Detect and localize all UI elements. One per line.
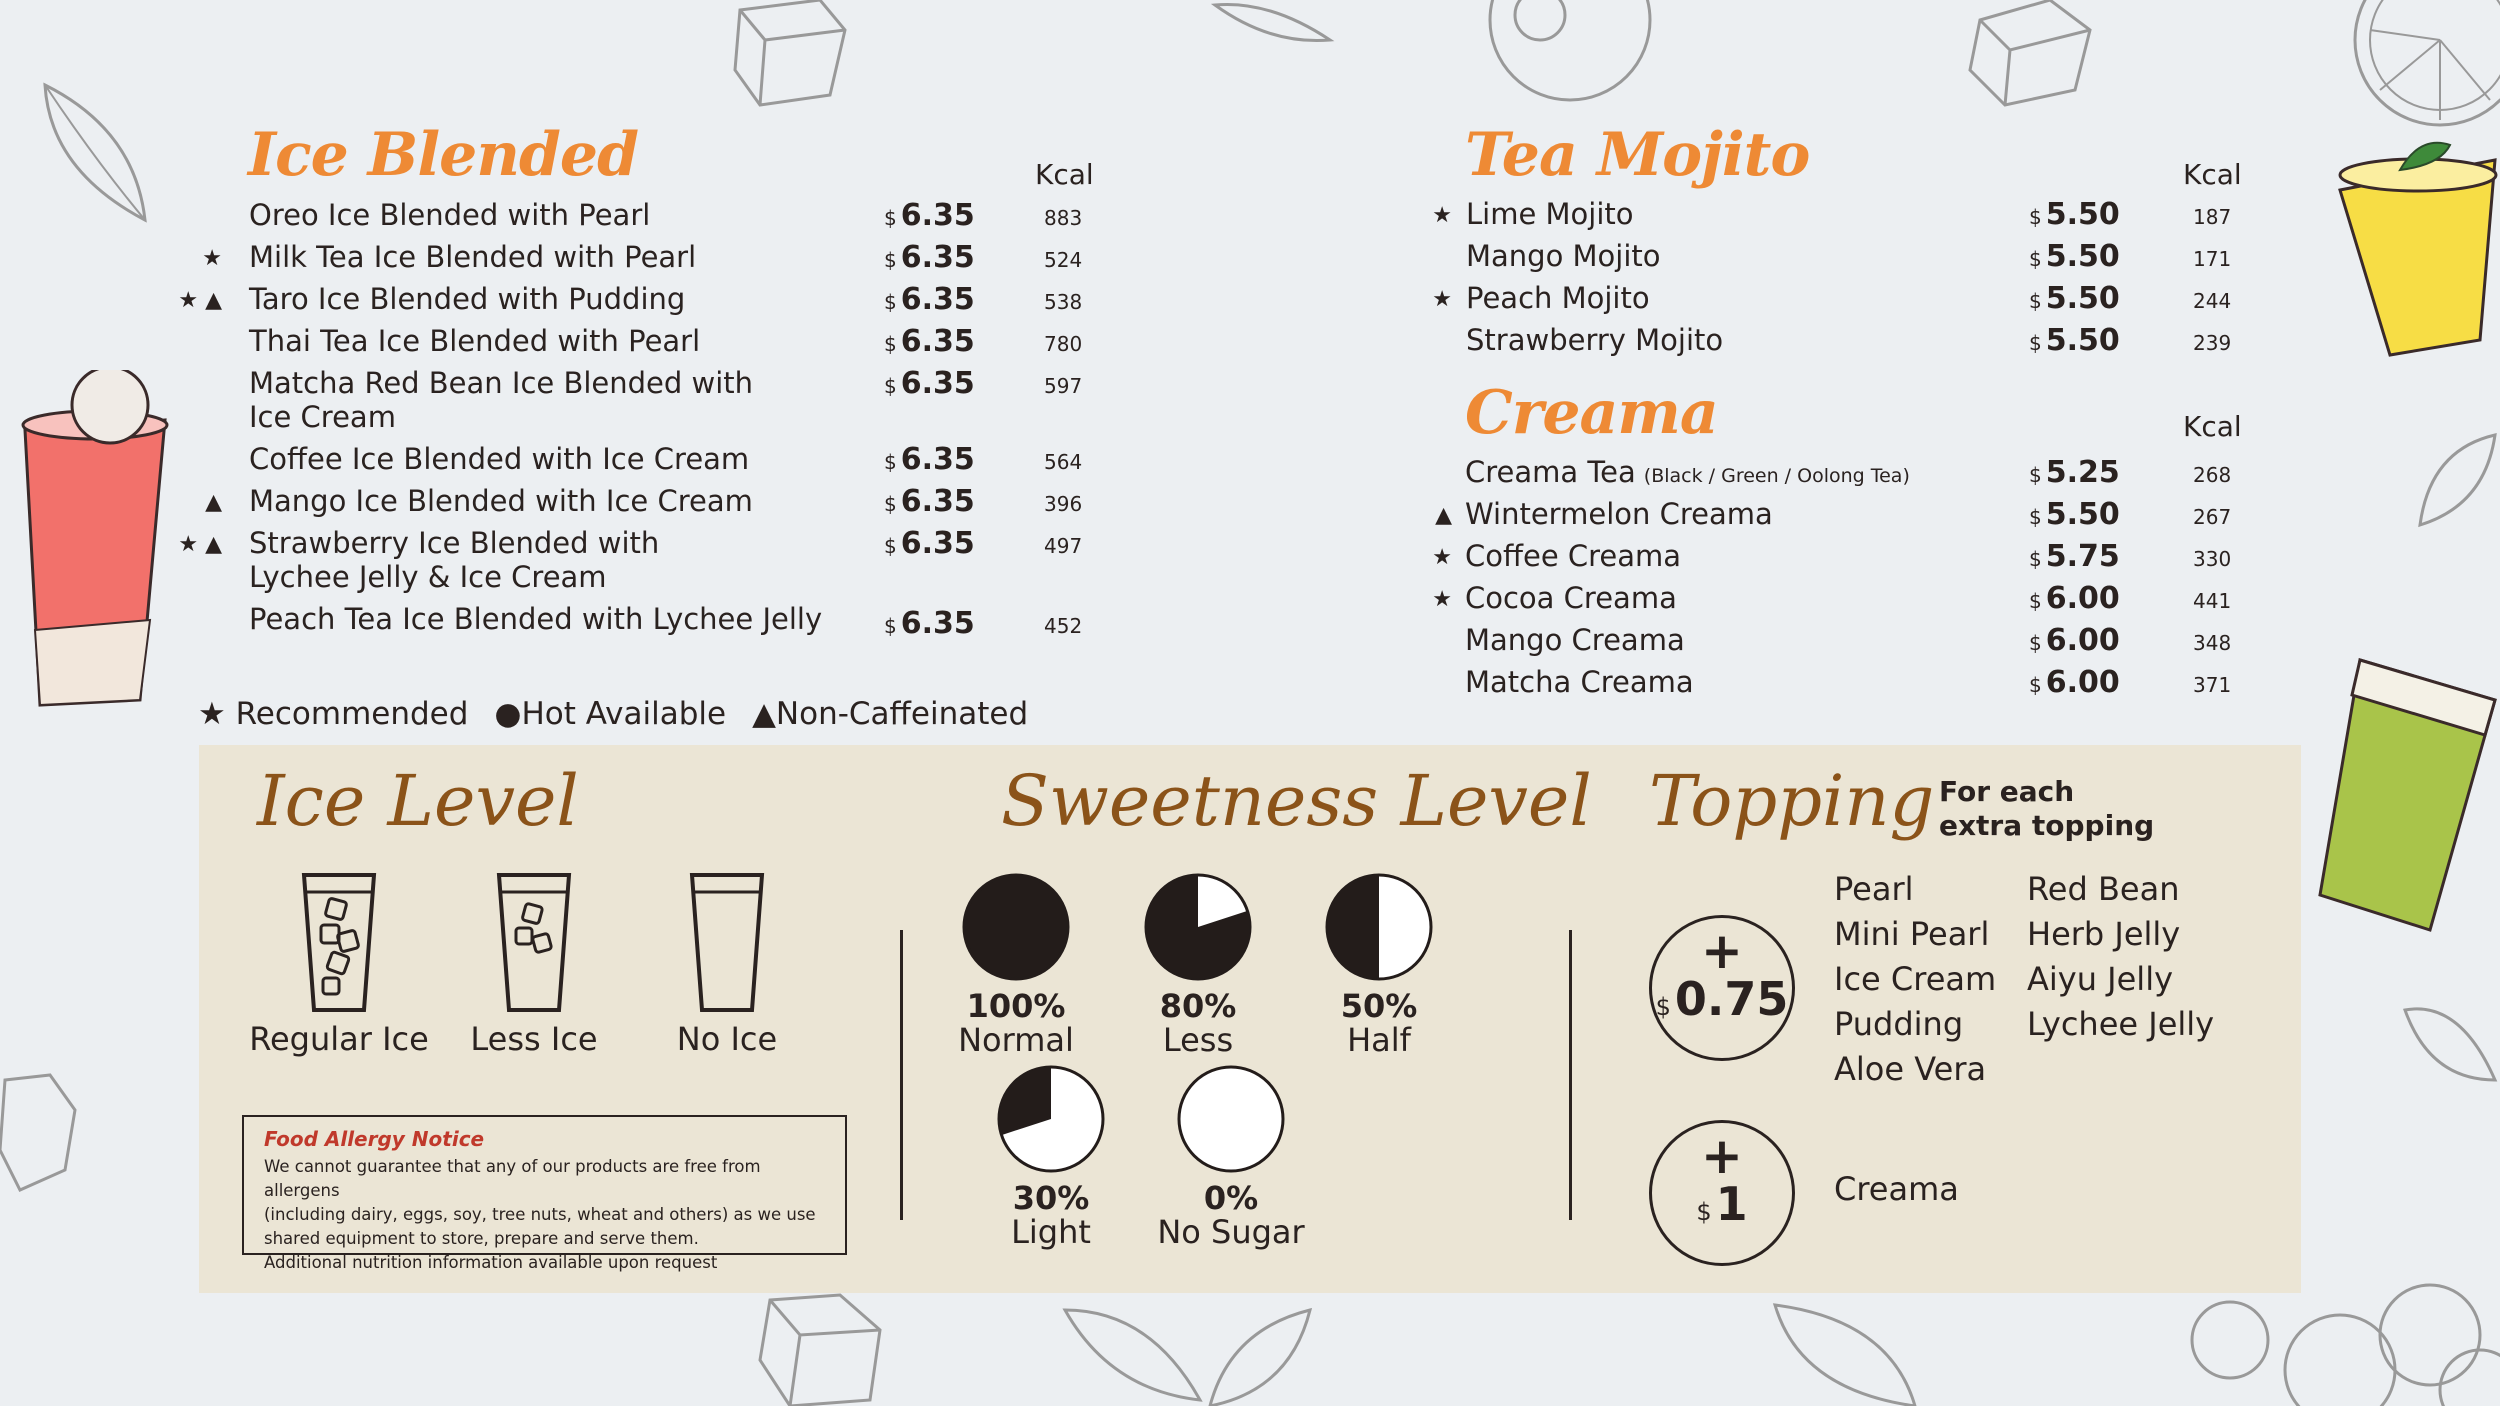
currency-symbol: $: [2029, 547, 2042, 571]
item-marks: ★ ▲: [178, 288, 222, 313]
item-name-text: Ice Cream: [249, 400, 396, 434]
item-name: [1466, 197, 1634, 231]
item-name-text: Wintermelon Creama: [1465, 497, 1773, 531]
price-value: 5.50: [2045, 497, 2120, 532]
item-kcal: 497: [1044, 534, 1083, 558]
item-price: [2029, 197, 2120, 232]
allergy-text-line: We cannot guarantee that any of our products are free from allergens: [264, 1157, 761, 1200]
panel-divider: [1569, 930, 1572, 1220]
topping-item-creama: Creama: [1834, 1170, 1959, 1208]
topping-price: $0.75: [1655, 972, 1789, 1026]
price-value: 6.35: [900, 282, 975, 317]
item-kcal: 564: [1044, 450, 1083, 474]
menu-item: [0, 239, 2500, 279]
item-marks: ★ ▲: [178, 532, 222, 557]
tea-mojito-title: Tea Mojito: [1465, 120, 1810, 190]
allergy-title: Food Allergy Notice: [264, 1127, 485, 1151]
ice-cube-doodle: [720, 0, 860, 110]
item-kcal: 452: [1044, 614, 1083, 638]
item-name-text: Cocoa Creama: [1465, 581, 1677, 615]
item-name: [1465, 665, 1694, 699]
kcal-header: Kcal: [2183, 410, 2242, 443]
options-panel: [199, 745, 2301, 1293]
allergy-text-line: (including dairy, eggs, soy, tree nuts, wheat and others) as we use: [264, 1205, 816, 1224]
item-name-text: Lime Mojito: [1466, 197, 1634, 231]
currency-symbol: $: [2029, 247, 2042, 271]
menu-item: [0, 581, 2500, 621]
item-name-text: Taro Ice Blended with Pudding: [249, 282, 686, 316]
item-kcal: 330: [2193, 547, 2232, 571]
price-value: 5.50: [2045, 197, 2120, 232]
price-value: 6.35: [900, 240, 975, 275]
item-price: [2029, 581, 2120, 616]
item-name: [1465, 455, 1910, 493]
price-value: 5.50: [2045, 323, 2120, 358]
item-name-text: Peach Mojito: [1466, 281, 1650, 315]
item-kcal: 268: [2193, 463, 2232, 487]
item-kcal: 524: [1044, 248, 1083, 272]
item-kcal: 187: [2193, 205, 2232, 229]
item-name: [1465, 497, 1773, 531]
ice-cube-doodle: [0, 1070, 80, 1200]
topping-item: Pudding: [1834, 1005, 1964, 1043]
price-value: 6.35: [900, 484, 975, 519]
currency-symbol: $: [884, 332, 897, 356]
topping-subtitle: [1939, 775, 2154, 843]
leaf-doodle: [2400, 1000, 2500, 1090]
item-kcal: 883: [1044, 206, 1083, 230]
item-price: [2029, 539, 2120, 574]
no-ice-label: No Ice: [676, 1020, 778, 1058]
item-name-text: Mango Ice Blended with Ice Cream: [249, 484, 753, 518]
topping-item: Lychee Jelly: [2027, 1005, 2215, 1043]
topping-title: Topping: [1649, 760, 1935, 842]
item-name-text: Milk Tea Ice Blended with Pearl: [249, 240, 697, 274]
plus-icon: +: [1701, 922, 1743, 980]
item-kcal: 171: [2193, 247, 2232, 271]
price-value: 5.75: [2045, 539, 2120, 574]
less-ice-label: Less Ice: [470, 1020, 598, 1058]
less-ice-cup-icon: [494, 870, 574, 1015]
item-kcal: 244: [2193, 289, 2232, 313]
pie-outline: [964, 875, 1068, 979]
topping-item: Ice Cream: [1834, 960, 1997, 998]
menu-item: [0, 281, 2500, 321]
item-kcal: 441: [2193, 589, 2232, 613]
blueberries-doodle: [2190, 1280, 2500, 1406]
topping-item: Red Bean: [2027, 870, 2180, 908]
item-name-text: Lychee Jelly & Ice Cream: [249, 560, 607, 594]
currency-symbol: $: [884, 248, 897, 272]
menu-item: [0, 455, 2500, 495]
currency-symbol: $: [884, 492, 897, 516]
price-value: 6.00: [2045, 581, 2120, 616]
item-marks: ★: [1432, 587, 1452, 612]
item-price: [2029, 497, 2120, 532]
currency-symbol: $: [2029, 589, 2042, 613]
price-value: 5.50: [2045, 239, 2120, 274]
currency-symbol: $: [2029, 631, 2042, 655]
price-value: 6.35: [900, 606, 975, 641]
price-value: 6.35: [900, 526, 975, 561]
sweetness-pie-icon: [1143, 872, 1253, 982]
item-name-text: Creama Tea: [1465, 455, 1636, 489]
item-name-text: Matcha Creama: [1465, 665, 1694, 699]
item-price: [2029, 665, 2120, 700]
item-kcal: 780: [1044, 332, 1083, 356]
topping-price-1-badge: [1649, 1120, 1795, 1266]
topping-subtitle-line: extra topping: [1939, 809, 2155, 842]
topping-item: Pearl: [1834, 870, 1914, 908]
topping-item: Mini Pearl: [1834, 915, 1990, 953]
currency-symbol: $: [2029, 673, 2042, 697]
sweetness-label: Light: [1011, 1213, 1091, 1251]
menu-item: [0, 539, 2500, 579]
ice-cube-doodle: [750, 1290, 890, 1406]
regular-ice-label: Regular Ice: [249, 1020, 429, 1058]
item-marks: ★: [1432, 545, 1452, 570]
price-value: 6.35: [900, 366, 975, 401]
price-value: 5.50: [2045, 281, 2120, 316]
sweetness-pie-icon: [996, 1064, 1106, 1174]
item-price: [2029, 455, 2120, 490]
sweetness-label: Normal: [958, 1021, 1074, 1059]
leaf-doodle: [1210, 0, 1340, 50]
ice-blended-title: Ice Blended: [248, 120, 639, 190]
item-name-text: Strawberry Ice Blended with: [249, 526, 660, 560]
sweetness-label: No Sugar: [1157, 1213, 1305, 1251]
sweetness-label: Less: [1162, 1021, 1234, 1059]
ice-level-title: Ice Level: [257, 760, 579, 842]
menu-item: [0, 623, 2500, 663]
item-name-text: Matcha Red Bean Ice Blended with: [249, 366, 754, 400]
menu-item: [0, 323, 2500, 363]
panel-divider: [900, 930, 903, 1220]
sweetness-level-title: Sweetness Level: [1001, 760, 1592, 842]
food-allergy-notice: [242, 1115, 847, 1272]
currency-symbol: $: [884, 374, 897, 398]
pie-fill: [1327, 875, 1379, 979]
item-name: [1465, 581, 1677, 615]
item-price: [2029, 623, 2120, 658]
kcal-header: Kcal: [2183, 158, 2242, 191]
topping-price-075-badge: [1649, 915, 1795, 1061]
currency-symbol: $: [2029, 331, 2042, 355]
item-name-text: Peach Tea Ice Blended with Lychee Jelly: [249, 602, 823, 636]
item-name-text: Mango Mojito: [1466, 239, 1661, 273]
item-marks: ★: [1432, 287, 1452, 312]
item-kcal: 396: [1044, 492, 1083, 516]
item-price: [884, 366, 975, 401]
currency-symbol: $: [2029, 205, 2042, 229]
sweetness-percent: 100%: [966, 987, 1066, 1025]
item-name-text: Strawberry Mojito: [1466, 323, 1724, 357]
item-name: [1466, 281, 1650, 315]
currency-symbol: $: [884, 206, 897, 230]
currency-symbol: $: [2029, 505, 2042, 529]
menu-item: [0, 497, 2500, 537]
plus-icon: +: [1701, 1127, 1743, 1185]
item-kcal: 348: [2193, 631, 2232, 655]
item-name-text: Mango Creama: [1465, 623, 1685, 657]
price-value: 6.00: [2045, 665, 2120, 700]
price-value: 5.25: [2045, 455, 2120, 490]
item-note: (Black / Green / Oolong Tea): [1643, 465, 1910, 487]
item-name: [249, 366, 753, 434]
leaf-doodle: [1770, 1300, 1920, 1406]
lemon-slice-doodle: [2340, 0, 2500, 130]
no-ice-cup-icon: [687, 870, 767, 1015]
price-value: 6.00: [2045, 623, 2120, 658]
item-name: [1466, 323, 1723, 357]
legend-non-caffeinated: ▲Non-Caffeinated: [752, 696, 1029, 732]
allergy-text-line: shared equipment to store, prepare and serve them.: [264, 1229, 699, 1248]
topping-item: Herb Jelly: [2027, 915, 2181, 953]
item-price: [2029, 281, 2120, 316]
sweetness-pie-icon: [961, 872, 1071, 982]
topping-price: $1: [1696, 1177, 1748, 1231]
sweetness-percent: 80%: [1159, 987, 1237, 1025]
ice-cube-doodle: [1960, 0, 2100, 110]
sweetness-pie-icon: [1176, 1064, 1286, 1174]
legend-recommended: ★ Recommended: [198, 696, 469, 732]
item-name: [1465, 539, 1681, 573]
regular-ice-cup-icon: [299, 870, 379, 1015]
item-marks: ▲: [1435, 503, 1452, 528]
peach-doodle: [1480, 0, 1660, 110]
sweetness-label: Half: [1347, 1021, 1411, 1059]
topping-item: Aiyu Jelly: [2027, 960, 2174, 998]
item-marks: ★: [1432, 203, 1452, 228]
item-price: [2029, 239, 2120, 274]
item-name-text: Coffee Ice Blended with Ice Cream: [249, 442, 750, 476]
currency-symbol: $: [2029, 289, 2042, 313]
item-name-text: Oreo Ice Blended with Pearl: [249, 198, 651, 232]
price-value: 6.35: [900, 324, 975, 359]
item-price: [2029, 323, 2120, 358]
item-name: [1465, 623, 1685, 657]
item-kcal: 371: [2193, 673, 2232, 697]
legend-hot-available: ●Hot Available: [494, 696, 727, 732]
currency-symbol: $: [884, 290, 897, 314]
currency-symbol: $: [884, 614, 897, 638]
kcal-header: Kcal: [1035, 158, 1094, 191]
currency-symbol: $: [2029, 463, 2042, 487]
item-marks: ★: [202, 246, 222, 271]
currency-symbol: $: [884, 450, 897, 474]
creama-title: Creama: [1465, 378, 1718, 448]
item-kcal: 239: [2193, 331, 2232, 355]
price-value: 6.35: [900, 198, 975, 233]
sweetness-percent: 30%: [1012, 1179, 1090, 1217]
currency-symbol: $: [884, 534, 897, 558]
topping-subtitle-line: For each: [1939, 775, 2075, 808]
price-value: 6.35: [900, 442, 975, 477]
menu-item: [0, 197, 2500, 237]
topping-item: Aloe Vera: [1834, 1050, 1987, 1088]
item-kcal: 597: [1044, 374, 1083, 398]
item-name: [1466, 239, 1661, 273]
pie-outline: [1179, 1067, 1283, 1171]
allergy-text-line: Additional nutrition information available upon request: [264, 1253, 718, 1272]
item-name-text: Thai Tea Ice Blended with Pearl: [249, 324, 701, 358]
sweetness-pie-icon: [1324, 872, 1434, 982]
sweetness-percent: 0%: [1203, 1179, 1259, 1217]
item-name-text: Coffee Creama: [1465, 539, 1682, 573]
item-marks: ▲: [205, 490, 222, 515]
sweetness-percent: 50%: [1340, 987, 1418, 1025]
item-kcal: 538: [1044, 290, 1083, 314]
leaves-doodle: [1060, 1300, 1320, 1406]
item-kcal: 267: [2193, 505, 2232, 529]
legend: [198, 696, 1054, 732]
